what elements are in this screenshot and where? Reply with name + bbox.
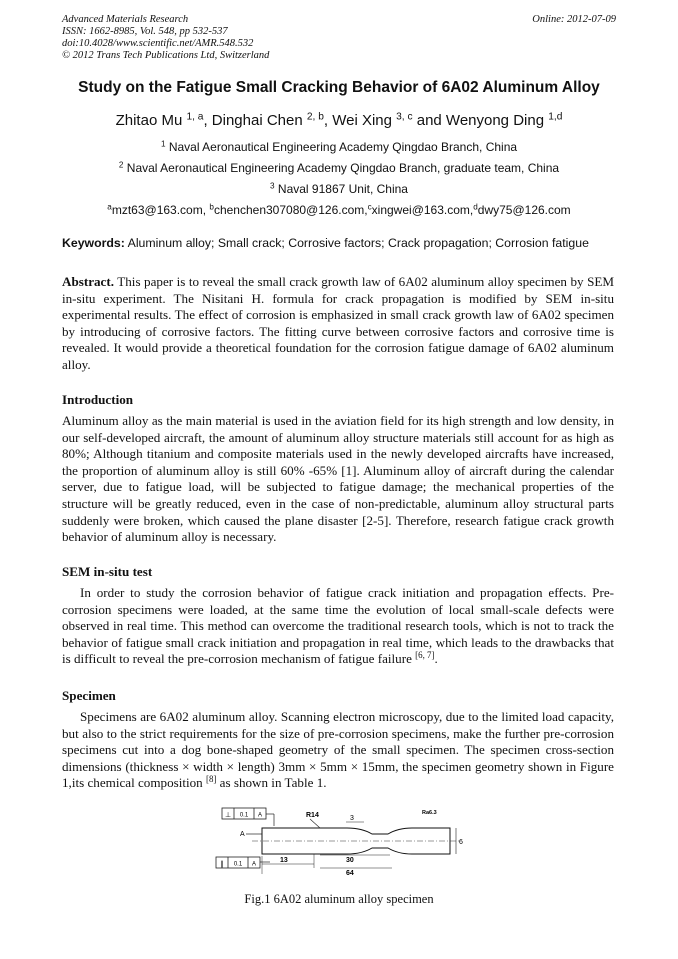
datum-label: A bbox=[251, 861, 257, 868]
author-affiliation-mark: 1, a bbox=[186, 111, 204, 123]
email-address[interactable]: dwy75@126.com bbox=[477, 203, 571, 217]
affiliation-mark: 2 bbox=[118, 160, 124, 170]
author-name: Zhitao Mu bbox=[115, 112, 183, 129]
affiliation-mark: 3 bbox=[270, 181, 275, 191]
abstract-paragraph bbox=[62, 274, 614, 374]
specimen-paragraph bbox=[62, 709, 614, 792]
issn-line: ISSN: 1662-8985, Vol. 548, pp 532-537 bbox=[62, 26, 228, 37]
specimen-text-end: as shown in Table 1. bbox=[216, 775, 327, 791]
abstract-label: Abstract. bbox=[62, 274, 114, 289]
email-mark: b bbox=[209, 202, 214, 212]
email-mark: d bbox=[473, 202, 478, 212]
dim-label: 3 bbox=[350, 815, 354, 822]
keywords-label: Keywords: bbox=[62, 236, 125, 250]
email-mark: a bbox=[107, 202, 112, 212]
sem-text: In order to study the corrosion behavior of fatigue crack initiation and propagation effects. Pre-corrosion specimens were loaded, at the same time the evolution of local small-scale defects were observed in real time. This method can overcome the traditional research tools, which is not to track the behavior of fatigue small crack initiation and propagation in real time, which leads to the drawbacks that is difficult to reveal the pre-corrosion mechanism of fatigue failure bbox=[62, 585, 614, 667]
datum-label: A bbox=[257, 812, 263, 819]
journal-header bbox=[62, 14, 269, 62]
keywords bbox=[62, 236, 589, 250]
author-name: , Wei Xing bbox=[323, 112, 392, 129]
email-address[interactable]: xingwei@163.com, bbox=[371, 203, 474, 217]
journal-name: Advanced Materials Research bbox=[62, 14, 189, 25]
tolerance-symbol: ∥ bbox=[220, 861, 224, 868]
specimen-drawing bbox=[212, 806, 474, 876]
paper-title: Study on the Fatigue Small Cracking Behavior of 6A02 Aluminum Alloy bbox=[78, 79, 600, 96]
email-line bbox=[0, 203, 678, 217]
author-affiliation-mark: 3, c bbox=[396, 111, 413, 123]
introduction-paragraph: Aluminum alloy as the main material is used in the aviation field for its high strength and low density, in our self-developed aircraft, the amount of aluminum alloy structure materials still account for as high as 80%; Although titanium and composite materials used in the newly developed aircrafts have increased, the proportion of aluminum alloy is still 60% -65% [1]. Aluminum alloy of aircraft during the calendar server, due to fatigue load, will be subjected to fatigue damage; the mechanical properties of the structure will be greatly reduced, even in the case of non-predictable, aluminum alloy structural parts suddenly were broken, which caused the plane disaster [2-5]. Therefore, research fatigue crack growth behavior of aluminum alloy is necessary. bbox=[62, 413, 614, 545]
author-list bbox=[0, 112, 678, 129]
sem-text-end: . bbox=[434, 651, 438, 667]
copyright-line: © 2012 Trans Tech Publications Ltd, Switzerland bbox=[62, 50, 270, 61]
datum-a: A bbox=[240, 831, 245, 838]
surface-note: Ra6.3 bbox=[422, 810, 437, 816]
dim-label: 64 bbox=[346, 870, 354, 876]
abstract-text: This paper is to reveal the small crack growth law of 6A02 aluminum alloy specimen by SEM in-situ experiment. The Nisitani H. formula for crack propagation is modified by SEM in-situ experimental results. The effect of corrosion is emphasized in small crack growth law of 6A02 specimen by introducing of corrosive factors. The fitting curve between corrosive factors and corrosive time is revealed. It would provide a theoretical foundation for the corrosion fatigue damage of 6A02 aluminum alloy. bbox=[62, 274, 614, 372]
dim-label: 30 bbox=[346, 857, 354, 864]
author-affiliation-mark: 2, b bbox=[306, 111, 324, 123]
specimen-text: Specimens are 6A02 aluminum alloy. Scanning electron microscopy, due to the limited load capacity, but also to the strict requirements for the size of pre-corrosion specimens, make the further pre-corrosion specimens cut into a dog bone-shaped geometry of the small specimen. The specimen cross-section dimensions (thickness × width × length) 3mm × 5mm × 15mm, the specimen geometry shown in Figure 1,its chemical composition bbox=[62, 709, 614, 791]
dim-label: 6 bbox=[459, 839, 463, 846]
affiliation-2 bbox=[0, 161, 678, 175]
tolerance-value: 0.1 bbox=[233, 861, 243, 868]
affiliation-3 bbox=[0, 182, 678, 196]
email-address[interactable]: mzt63@163.com, bbox=[111, 203, 210, 217]
affiliation-text: Naval 91867 Unit, China bbox=[277, 182, 408, 196]
tolerance-symbol: ⊥ bbox=[224, 812, 232, 819]
affiliation-text: Naval Aeronautical Engineering Academy Qingdao Branch, China bbox=[168, 140, 518, 154]
author-affiliation-mark: 1,d bbox=[548, 111, 563, 123]
tolerance-frame-top bbox=[222, 808, 266, 819]
keywords-text: Aluminum alloy; Small crack; Corrosive factors; Crack propagation; Corrosion fatigue bbox=[124, 236, 589, 250]
sem-heading: SEM in-situ test bbox=[62, 564, 153, 579]
email-mark: c bbox=[367, 202, 372, 212]
dim-label: 13 bbox=[280, 857, 288, 864]
figure-caption: Fig.1 6A02 aluminum alloy specimen bbox=[244, 892, 434, 906]
affiliation-mark: 1 bbox=[160, 139, 166, 149]
introduction-heading: Introduction bbox=[62, 392, 134, 407]
radius-label: R14 bbox=[306, 812, 319, 819]
affiliation-text: Naval Aeronautical Engineering Academy Qingdao Branch, graduate team, China bbox=[126, 161, 560, 175]
citation-ref: [8] bbox=[206, 774, 217, 785]
tolerance-frame-bottom bbox=[216, 857, 260, 868]
author-name: , Dinghai Chen bbox=[203, 112, 303, 129]
sem-paragraph bbox=[62, 585, 614, 668]
online-date: Online: 2012-07-09 bbox=[532, 14, 616, 25]
author-name: and Wenyong Ding bbox=[416, 112, 545, 129]
doi-line: doi:10.4028/www.scientific.net/AMR.548.532 bbox=[62, 38, 254, 49]
specimen-heading: Specimen bbox=[62, 688, 116, 703]
affiliation-1 bbox=[0, 140, 678, 154]
citation-ref: [6, 7] bbox=[415, 650, 435, 661]
email-address[interactable]: chenchen307080@126.com, bbox=[213, 203, 368, 217]
tolerance-value: 0.1 bbox=[239, 812, 249, 819]
